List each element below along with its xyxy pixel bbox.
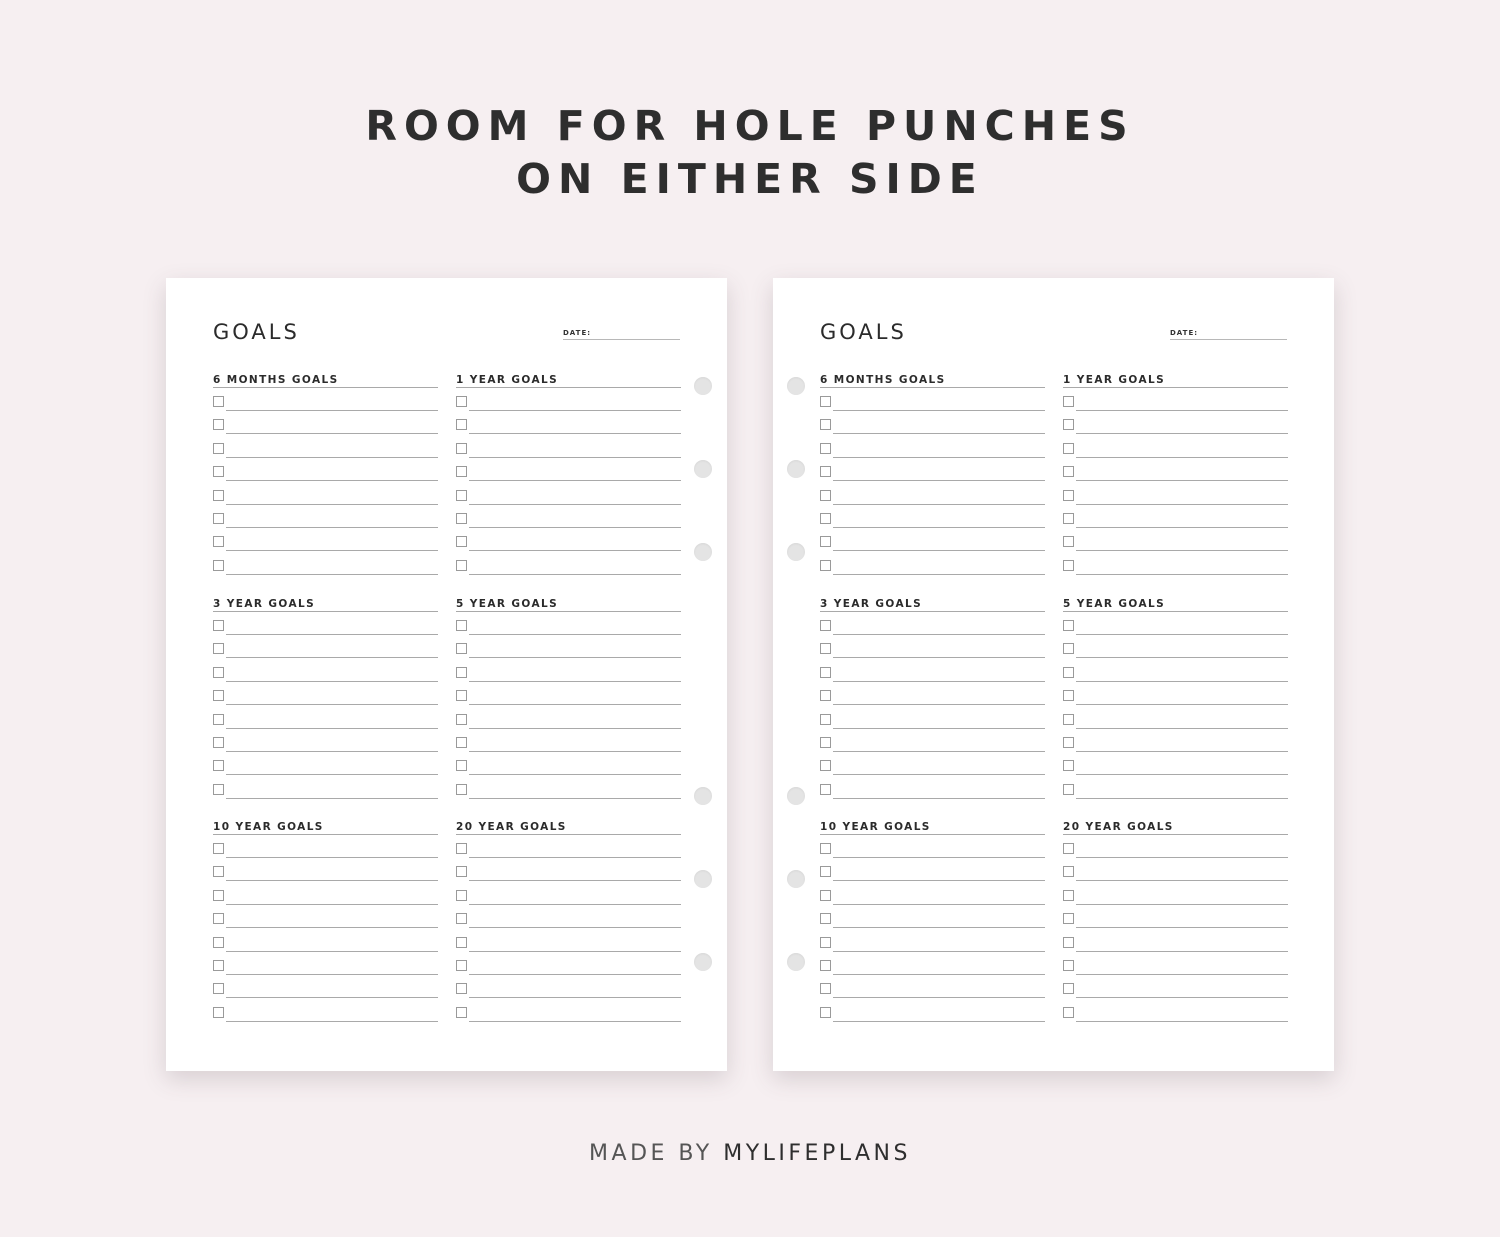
goal-row [456, 776, 681, 799]
goal-row [820, 505, 1045, 528]
goal-checkbox[interactable] [820, 466, 831, 477]
goal-checkbox[interactable] [820, 620, 831, 631]
goal-row [213, 975, 438, 998]
goal-checkbox[interactable] [456, 536, 467, 547]
goal-checkbox[interactable] [213, 983, 224, 994]
goal-checkbox[interactable] [456, 760, 467, 771]
section-5-year [1063, 598, 1288, 799]
goal-row [1063, 706, 1288, 729]
goal-row [456, 952, 681, 975]
goal-row [820, 999, 1045, 1022]
goal-checkbox[interactable] [456, 737, 467, 748]
goal-checkbox[interactable] [820, 784, 831, 795]
goal-checkbox[interactable] [213, 937, 224, 948]
goal-row [820, 858, 1045, 881]
goal-row [456, 929, 681, 952]
goal-checkbox[interactable] [213, 560, 224, 571]
goal-row [213, 752, 438, 775]
goal-row [1063, 528, 1288, 551]
goal-checkbox[interactable] [456, 890, 467, 901]
goal-checkbox[interactable] [213, 443, 224, 454]
goal-row [820, 952, 1045, 975]
goal-row [456, 411, 681, 434]
section-1-year [456, 374, 681, 575]
goal-row [1063, 835, 1288, 858]
goal-row [213, 659, 438, 682]
goal-checkbox[interactable] [456, 714, 467, 725]
section-6-months [213, 374, 438, 575]
section-6-months [820, 374, 1045, 575]
goal-row [456, 458, 681, 481]
goal-checkbox[interactable] [456, 443, 467, 454]
goal-checkbox[interactable] [1063, 937, 1074, 948]
date-line [1170, 339, 1287, 340]
goal-write-line [833, 1021, 1045, 1022]
punch-hole [694, 460, 712, 478]
goal-checkbox[interactable] [820, 643, 831, 654]
goal-row [820, 729, 1045, 752]
goal-checkbox[interactable] [213, 866, 224, 877]
goal-row [1063, 999, 1288, 1022]
goal-checkbox[interactable] [1063, 667, 1074, 678]
goal-checkbox[interactable] [456, 620, 467, 631]
goal-row [213, 952, 438, 975]
goal-row [456, 612, 681, 635]
goal-checkbox[interactable] [213, 667, 224, 678]
section-title: 3 YEAR GOALS [213, 598, 316, 610]
sheet-title: GOALS [820, 320, 907, 344]
goal-rows [820, 612, 1045, 799]
goal-row [1063, 929, 1288, 952]
goal-row [820, 835, 1045, 858]
section-title: 10 YEAR GOALS [820, 821, 931, 833]
goal-checkbox[interactable] [213, 714, 224, 725]
goal-row [820, 435, 1045, 458]
goal-write-line [469, 574, 681, 575]
goal-checkbox[interactable] [213, 843, 224, 854]
goal-checkbox[interactable] [820, 667, 831, 678]
goal-row [1063, 435, 1288, 458]
goal-row [456, 682, 681, 705]
goal-row [456, 528, 681, 551]
punch-hole [787, 377, 805, 395]
section-20-year [1063, 821, 1288, 1022]
goal-checkbox[interactable] [213, 396, 224, 407]
goal-row [1063, 482, 1288, 505]
goal-row [1063, 975, 1288, 998]
goal-row [1063, 882, 1288, 905]
goal-row [213, 552, 438, 575]
goal-checkbox[interactable] [456, 396, 467, 407]
section-title: 20 YEAR GOALS [1063, 821, 1174, 833]
goal-checkbox[interactable] [1063, 1007, 1074, 1018]
goal-checkbox[interactable] [213, 737, 224, 748]
goal-checkbox[interactable] [456, 960, 467, 971]
goal-checkbox[interactable] [1063, 690, 1074, 701]
goal-checkbox[interactable] [1063, 536, 1074, 547]
goal-checkbox[interactable] [820, 760, 831, 771]
goal-row [213, 388, 438, 411]
goal-checkbox[interactable] [820, 866, 831, 877]
goal-checkbox[interactable] [820, 913, 831, 924]
goal-checkbox[interactable] [213, 536, 224, 547]
goal-rows [1063, 835, 1288, 1022]
goal-row [820, 635, 1045, 658]
goal-checkbox[interactable] [820, 937, 831, 948]
goal-checkbox[interactable] [820, 419, 831, 430]
goal-row [1063, 635, 1288, 658]
goal-checkbox[interactable] [456, 466, 467, 477]
goal-row [1063, 612, 1288, 635]
goal-checkbox[interactable] [1063, 396, 1074, 407]
goal-row [213, 482, 438, 505]
goal-checkbox[interactable] [820, 737, 831, 748]
goal-row [213, 411, 438, 434]
goal-checkbox[interactable] [820, 690, 831, 701]
section-20-year [456, 821, 681, 1022]
goal-rows [820, 835, 1045, 1022]
goal-row [820, 528, 1045, 551]
goal-checkbox[interactable] [820, 490, 831, 501]
section-title: 6 MONTHS GOALS [213, 374, 339, 386]
goal-row [213, 505, 438, 528]
goal-checkbox[interactable] [456, 784, 467, 795]
goal-checkbox[interactable] [1063, 443, 1074, 454]
goal-row [456, 882, 681, 905]
goal-checkbox[interactable] [1063, 784, 1074, 795]
date-label: DATE: [563, 329, 592, 337]
section-1-year [1063, 374, 1288, 575]
section-3-year [820, 598, 1045, 799]
goal-row [1063, 905, 1288, 928]
goal-checkbox[interactable] [456, 560, 467, 571]
punch-hole [787, 543, 805, 561]
section-5-year [456, 598, 681, 799]
goal-row [213, 729, 438, 752]
goal-checkbox[interactable] [456, 913, 467, 924]
goal-checkbox[interactable] [1063, 419, 1074, 430]
goal-checkbox[interactable] [213, 466, 224, 477]
goal-row [456, 659, 681, 682]
goal-row [456, 388, 681, 411]
goal-checkbox[interactable] [213, 513, 224, 524]
goal-row [820, 975, 1045, 998]
goal-checkbox[interactable] [213, 643, 224, 654]
goal-row [820, 612, 1045, 635]
goal-checkbox[interactable] [456, 937, 467, 948]
punch-hole [694, 870, 712, 888]
goal-row [456, 999, 681, 1022]
goal-row [820, 905, 1045, 928]
goal-checkbox[interactable] [1063, 983, 1074, 994]
sheet-right [773, 278, 1334, 1071]
punch-hole [787, 787, 805, 805]
date-line [563, 339, 680, 340]
goal-row [1063, 682, 1288, 705]
goal-checkbox[interactable] [820, 443, 831, 454]
goal-row [456, 729, 681, 752]
goal-checkbox[interactable] [213, 419, 224, 430]
goal-checkbox[interactable] [820, 1007, 831, 1018]
section-title: 10 YEAR GOALS [213, 821, 324, 833]
goal-checkbox[interactable] [456, 843, 467, 854]
goal-row [213, 835, 438, 858]
goal-checkbox[interactable] [456, 513, 467, 524]
goal-row [1063, 505, 1288, 528]
goal-write-line [1076, 798, 1288, 799]
goal-checkbox[interactable] [213, 890, 224, 901]
goal-checkbox[interactable] [820, 714, 831, 725]
goal-row [1063, 952, 1288, 975]
goal-checkbox[interactable] [1063, 513, 1074, 524]
goal-row [1063, 411, 1288, 434]
section-title: 5 YEAR GOALS [456, 598, 559, 610]
goal-row [213, 528, 438, 551]
goal-row [1063, 858, 1288, 881]
goal-checkbox[interactable] [456, 690, 467, 701]
goal-row [456, 482, 681, 505]
punch-hole [694, 543, 712, 561]
goal-checkbox[interactable] [1063, 714, 1074, 725]
goal-write-line [1076, 574, 1288, 575]
goal-row [456, 835, 681, 858]
goal-rows [820, 388, 1045, 575]
goal-checkbox[interactable] [1063, 620, 1074, 631]
headline [0, 100, 1500, 206]
goal-checkbox[interactable] [456, 490, 467, 501]
goal-row [1063, 729, 1288, 752]
goal-row [1063, 552, 1288, 575]
goal-row [1063, 776, 1288, 799]
goal-row [820, 776, 1045, 799]
punch-hole [694, 953, 712, 971]
goal-checkbox[interactable] [820, 536, 831, 547]
punch-hole [694, 377, 712, 395]
goal-checkbox[interactable] [456, 1007, 467, 1018]
goal-row [213, 882, 438, 905]
goal-checkbox[interactable] [820, 983, 831, 994]
goal-row [213, 635, 438, 658]
goal-write-line [833, 574, 1045, 575]
goal-write-line [226, 1021, 438, 1022]
goal-row [456, 706, 681, 729]
goal-row [456, 975, 681, 998]
section-3-year [213, 598, 438, 799]
goal-row [456, 505, 681, 528]
goal-row [820, 682, 1045, 705]
goal-row [213, 435, 438, 458]
goal-row [456, 905, 681, 928]
goal-checkbox[interactable] [213, 690, 224, 701]
footer-prefix: MADE BY [589, 1141, 724, 1166]
goal-checkbox[interactable] [213, 620, 224, 631]
goal-row [456, 435, 681, 458]
goal-row [213, 999, 438, 1022]
goal-row [456, 635, 681, 658]
date-label: DATE: [1170, 329, 1199, 337]
section-title: 20 YEAR GOALS [456, 821, 567, 833]
goal-row [213, 458, 438, 481]
goal-checkbox[interactable] [1063, 737, 1074, 748]
goal-rows [1063, 388, 1288, 575]
headline-line-1: ROOM FOR HOLE PUNCHES [365, 102, 1135, 150]
section-title: 1 YEAR GOALS [456, 374, 559, 386]
goal-rows [456, 835, 681, 1022]
goal-checkbox[interactable] [820, 960, 831, 971]
goal-checkbox[interactable] [820, 560, 831, 571]
goal-checkbox[interactable] [456, 643, 467, 654]
goal-row [213, 858, 438, 881]
goal-checkbox[interactable] [1063, 890, 1074, 901]
goal-row [820, 458, 1045, 481]
goal-write-line [226, 574, 438, 575]
goal-checkbox[interactable] [213, 784, 224, 795]
sheet-left [166, 278, 727, 1071]
footer-brand: MYLIFEPLANS [723, 1141, 911, 1166]
goal-write-line [469, 1021, 681, 1022]
goal-row [213, 682, 438, 705]
goal-write-line [1076, 1021, 1288, 1022]
goal-checkbox[interactable] [1063, 760, 1074, 771]
goal-checkbox[interactable] [820, 890, 831, 901]
goal-checkbox[interactable] [213, 1007, 224, 1018]
goal-row [213, 776, 438, 799]
punch-hole [787, 870, 805, 888]
goal-row [456, 552, 681, 575]
section-10-year [820, 821, 1045, 1022]
goal-checkbox[interactable] [456, 419, 467, 430]
punch-hole [694, 787, 712, 805]
footer-credit [0, 1141, 1500, 1167]
goal-checkbox[interactable] [213, 913, 224, 924]
goal-checkbox[interactable] [456, 866, 467, 877]
goal-checkbox[interactable] [1063, 843, 1074, 854]
goal-write-line [226, 798, 438, 799]
goal-rows [456, 612, 681, 799]
goal-checkbox[interactable] [820, 843, 831, 854]
goal-checkbox[interactable] [1063, 560, 1074, 571]
section-title: 5 YEAR GOALS [1063, 598, 1166, 610]
goal-checkbox[interactable] [820, 513, 831, 524]
goal-row [1063, 458, 1288, 481]
goal-checkbox[interactable] [1063, 466, 1074, 477]
goal-row [1063, 752, 1288, 775]
goal-rows [213, 835, 438, 1022]
goal-checkbox[interactable] [1063, 643, 1074, 654]
goal-row [1063, 388, 1288, 411]
goal-checkbox[interactable] [456, 983, 467, 994]
goal-row [820, 882, 1045, 905]
goal-row [1063, 659, 1288, 682]
section-title: 3 YEAR GOALS [820, 598, 923, 610]
goal-row [213, 706, 438, 729]
goal-rows [456, 388, 681, 575]
goal-row [820, 752, 1045, 775]
goal-row [213, 612, 438, 635]
goal-row [820, 706, 1045, 729]
goal-row [820, 388, 1045, 411]
section-10-year [213, 821, 438, 1022]
section-title: 6 MONTHS GOALS [820, 374, 946, 386]
goal-rows [213, 612, 438, 799]
goal-row [820, 659, 1045, 682]
goal-checkbox[interactable] [1063, 960, 1074, 971]
goal-checkbox[interactable] [1063, 866, 1074, 877]
punch-hole [787, 460, 805, 478]
goal-checkbox[interactable] [456, 667, 467, 678]
goal-checkbox[interactable] [213, 960, 224, 971]
goal-row [456, 752, 681, 775]
section-title: 1 YEAR GOALS [1063, 374, 1166, 386]
goal-row [820, 552, 1045, 575]
punch-hole [787, 953, 805, 971]
goal-checkbox[interactable] [1063, 913, 1074, 924]
goal-rows [1063, 612, 1288, 799]
goal-row [820, 482, 1045, 505]
goal-row [820, 929, 1045, 952]
goal-checkbox[interactable] [1063, 490, 1074, 501]
goal-row [213, 929, 438, 952]
goal-rows [213, 388, 438, 575]
goal-checkbox[interactable] [213, 490, 224, 501]
goal-write-line [469, 798, 681, 799]
goal-write-line [833, 798, 1045, 799]
goal-row [213, 905, 438, 928]
goal-checkbox[interactable] [820, 396, 831, 407]
goal-row [456, 858, 681, 881]
sheet-title: GOALS [213, 320, 300, 344]
goal-checkbox[interactable] [213, 760, 224, 771]
headline-line-2: ON EITHER SIDE [516, 155, 984, 203]
goal-row [820, 411, 1045, 434]
